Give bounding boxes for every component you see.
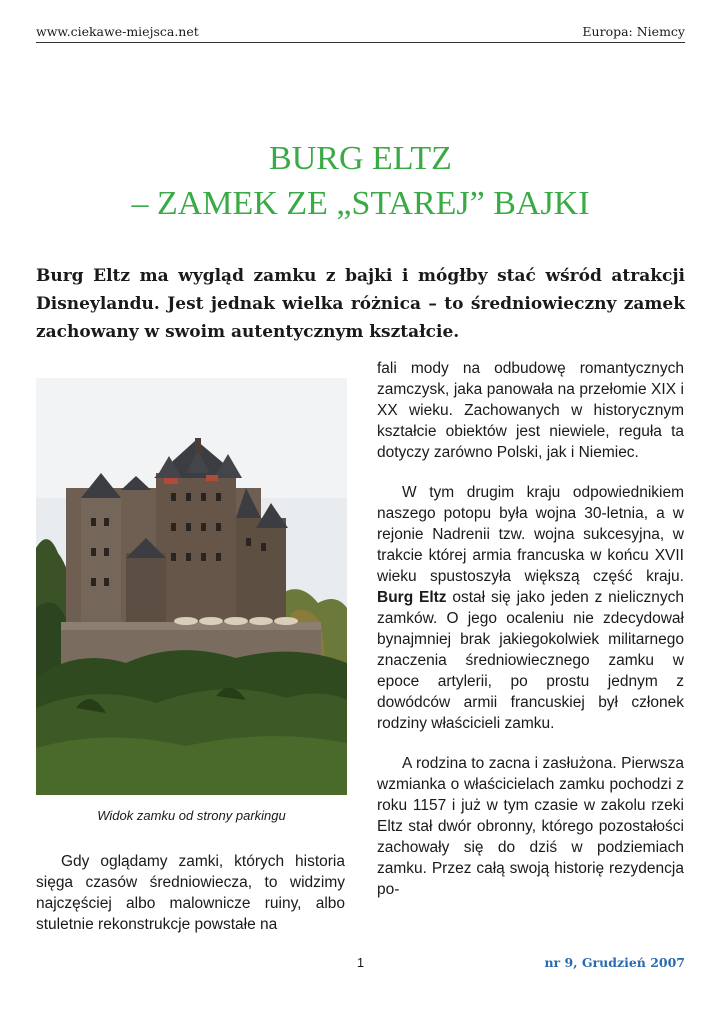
right-paragraph-2-part-b: ostał się jako jeden z nielicznych zamków. O jego ocaleniu nie zdecydował bynajmniej brak jakiegokolwiek militarnego znaczenia średniowiecznego zamku w epoce artylerii, po prostu jednym z dowódców armii francuskiej był członek rodziny właścicieli zamku. [377,589,684,732]
right-paragraph-3: A rodzina to zacna i zasłużona. Pierwsza wzmianka o właścicielach zamku pochodzi z roku 1157 i już w tym czasie w zakolu rzeki Eltz stał dwór obronny, którego pozostałości zachowały się do dziś w podziemiach zamku. Przez całą swoją historię rezydencja po- [377,755,684,898]
photo-caption: Widok zamku od strony parkingu [97,808,286,823]
issue-label: nr 9, Grudzień 2007 [544,955,685,970]
section-label: Europa: Niemcy [582,24,685,39]
title-line-2: – ZAMEK ZE „STAREJ” BAJKI [131,185,590,222]
right-paragraph-2-part-a: W tym drugim kraju odpowiednikiem naszego potopu była wojna 30-letnia, a w rejonie Nadrenii tzw. wojna sukcesyjna, w trakcie której armia francuska w końcu XVII wieku spustoszyła większą część kraju. [377,484,684,585]
article-title [36,136,685,226]
page-number: 1 [356,955,365,970]
left-paragraph-1: Gdy oglądamy zamki, których historia sięga czasów średniowiecza, to widzimy najczęściej albo malownicze ruiny, albo stuletnie rekonstrukcje powstałe na [36,853,345,933]
header-rule [36,42,685,43]
right-paragraph-1: fali mody na odbudowę romantycznych zamczysk, jaka panowała na przełomie XIX i XX wieku. Zachowanych w historycznym kształcie obiektów jest niewiele, reguła ta dotyczy zarówno Polski, jak i Niemiec. [377,360,684,461]
castle-name-bold: Burg Eltz [377,589,447,606]
title-line-1: BURG ELTZ [269,140,452,177]
site-url[interactable]: www.ciekawe-miejsca.net [36,24,199,39]
left-column [36,851,345,935]
castle-photo [36,378,347,795]
right-column [377,358,684,900]
right-paragraph-2 [377,482,684,734]
lead-paragraph: Burg Eltz ma wygląd zamku z bajki i mógłby stać wśród atrakcji Disneylandu. Jest jednak wielka różnica – to średniowieczny zamek zachowany w swoim autentycznym kształcie. [36,266,685,342]
page-header [36,22,685,42]
